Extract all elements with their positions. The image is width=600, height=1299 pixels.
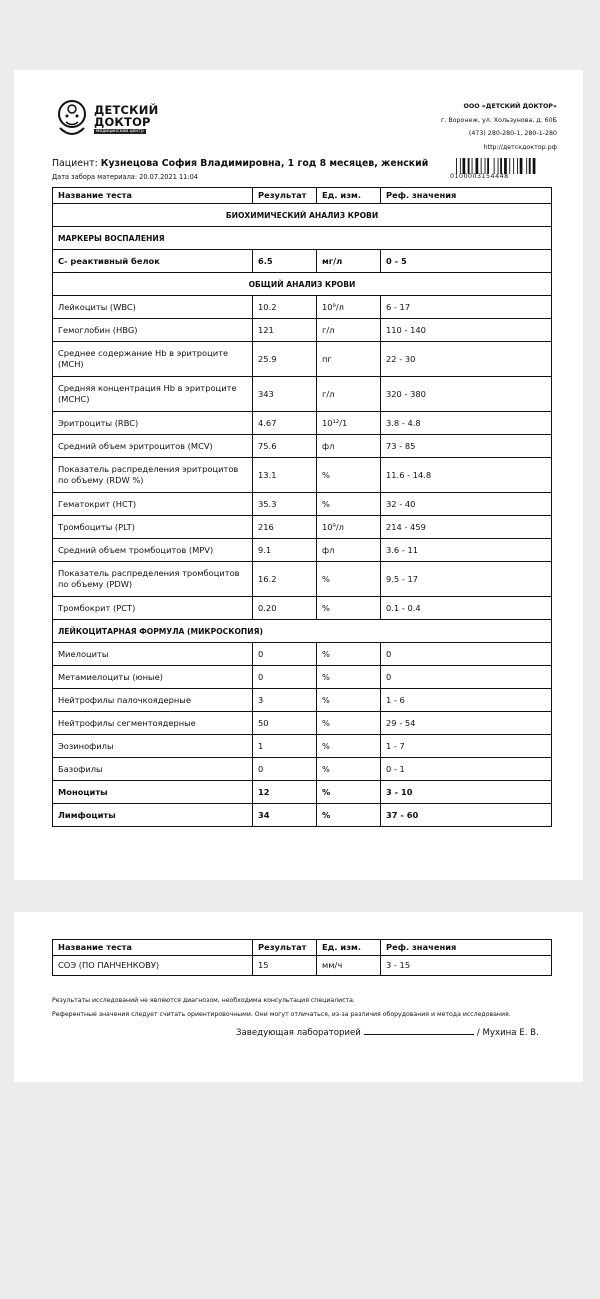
unit-cell: % [317,493,381,516]
clinic-logo [54,98,164,142]
logo-text-2: ДОКТОР [94,115,151,129]
patient-label: Пациент: [52,158,98,169]
result-cell: 10.2 [253,296,317,319]
barcode [456,158,558,174]
barcode-bar [517,158,518,174]
table-row [53,377,552,412]
barcode-bar [533,158,536,174]
unit-cell: % [317,643,381,666]
result-cell: 13.1 [253,458,317,493]
test-name-cell: Средняя концентрация Hb в эритроците (MCHC) [53,377,253,412]
barcode-bar [509,158,510,174]
unit-cell: % [317,689,381,712]
barcode-bar [504,158,507,174]
patient-line [52,158,428,169]
reference-cell: 110 - 140 [381,319,552,342]
result-cell: 16.2 [253,562,317,597]
test-name-cell: Лейкоциты (WBC) [53,296,253,319]
subsection-header-row [53,620,552,643]
table-row [53,539,552,562]
barcode-bar [463,158,466,174]
test-name-cell: Эритроциты (RBC) [53,412,253,435]
result-cell: 343 [253,377,317,412]
result-cell: 0 [253,758,317,781]
result-cell: 0.20 [253,597,317,620]
unit-cell: мг/л [317,250,381,273]
logo-text-3: медицинский центр [96,129,144,134]
report-page-1 [14,70,583,880]
section-title: МАРКЕРЫ ВОСПАЛЕНИЯ [53,227,552,250]
unit-cell: % [317,712,381,735]
unit-cell: 10⁹/л [317,516,381,539]
table-row [53,435,552,458]
reference-cell: 37 - 60 [381,804,552,827]
table-row [53,597,552,620]
table-header-row [53,940,552,956]
company-info [441,100,557,154]
unit-cell: % [317,781,381,804]
reference-cell: 29 - 54 [381,712,552,735]
barcode-bar [520,158,523,174]
barcode-bar [498,158,499,174]
section-header-row [53,204,552,227]
header-reference: Реф. значения [381,940,552,956]
result-cell: 6.5 [253,250,317,273]
table-row [53,781,552,804]
header-unit: Ед. изм. [317,188,381,204]
reference-cell: 1 - 6 [381,689,552,712]
result-cell: 216 [253,516,317,539]
table-row [53,250,552,273]
signature-name: / Мухина Е. В. [476,1028,539,1038]
reference-cell: 0 - 5 [381,250,552,273]
table-row [53,643,552,666]
reference-cell: 1 - 7 [381,735,552,758]
esr-table [52,939,552,976]
patient-value: Кузнецова София Владимировна, 1 год 8 месяцев, женский [100,158,429,169]
barcode-bar [456,158,457,174]
unit-cell: % [317,735,381,758]
unit-cell: фл [317,435,381,458]
unit-cell: пг [317,342,381,377]
reference-note: Референтные значения следует считать ориентировочными. Они могут отличаться, из-за различия оборудования и метода исследования. [52,1011,511,1018]
reference-cell: 0 [381,643,552,666]
result-cell: 0 [253,643,317,666]
unit-cell: % [317,666,381,689]
reference-cell: 3 - 10 [381,781,552,804]
test-name-cell: Показатель распределения тромбоцитов по объему (PDW) [53,562,253,597]
unit-cell: 10¹²/1 [317,412,381,435]
reference-cell: 9.5 - 17 [381,562,552,597]
section-title: ОБЩИЙ АНАЛИЗ КРОВИ [53,273,552,296]
test-name-cell: Тромбоциты (PLT) [53,516,253,539]
reference-cell: 32 - 40 [381,493,552,516]
header-reference: Реф. значения [381,188,552,204]
barcode-bar [476,158,479,174]
disclaimer-note: Результаты исследований не являются диагнозом, необходима консультация специалиста. [52,997,355,1004]
barcode-bar [529,158,531,174]
table-row [53,689,552,712]
section-title: БИОХИМИЧЕСКИЙ АНАЛИЗ КРОВИ [53,204,552,227]
company-name: ООО «ДЕТСКИЙ ДОКТОР» [463,103,557,110]
header-test-name: Название теста [53,940,253,956]
test-name-cell: Метамиелоциты (юные) [53,666,253,689]
result-cell: 121 [253,319,317,342]
company-phone: (473) 280-280-1, 280-1-280 [468,130,557,137]
barcode-bar [472,158,473,174]
reference-cell: 3 - 15 [381,956,552,976]
test-name-cell: СОЭ (ПО ПАНЧЕНКОВУ) [53,956,253,976]
unit-cell: % [317,804,381,827]
result-cell: 75.6 [253,435,317,458]
reference-cell: 3.8 - 4.8 [381,412,552,435]
reference-cell: 320 - 380 [381,377,552,412]
section-header-row [53,273,552,296]
result-cell: 50 [253,712,317,735]
table-header-row [53,188,552,204]
barcode-bar [481,158,482,174]
barcode-bar [500,158,502,174]
table-row [53,562,552,597]
table-row [53,342,552,377]
company-address: г. Воронеж, ул. Хользунова, д. 60Б [441,116,557,124]
barcode-bar [494,158,495,174]
test-name-cell: Показатель распределения эритроцитов по объему (RDW %) [53,458,253,493]
unit-cell: % [317,458,381,493]
test-name-cell: Средний объем тромбоцитов (MPV) [53,539,253,562]
table-row [53,516,552,539]
result-cell: 15 [253,956,317,976]
test-name-cell: Гематокрит (HCT) [53,493,253,516]
unit-cell: г/л [317,377,381,412]
barcode-bar [468,158,470,174]
test-name-cell: Лимфоциты [53,804,253,827]
company-site[interactable]: http://детскдоктор.рф [483,143,557,151]
result-cell: 12 [253,781,317,804]
signature-line [236,1025,539,1038]
header-result: Результат [253,940,317,956]
table-row [53,493,552,516]
subsection-header-row [53,227,552,250]
barcode-bar [460,158,461,174]
test-name-cell: Моноциты [53,781,253,804]
reference-cell: 0 [381,666,552,689]
table-row [53,758,552,781]
test-name-cell: Нейтрофилы палочкоядерные [53,689,253,712]
unit-cell: % [317,597,381,620]
test-name-cell: Нейтрофилы сегментоядерные [53,712,253,735]
barcode-bar [487,158,489,174]
test-name-cell: Гемоглобин (HBG) [53,319,253,342]
unit-cell: % [317,758,381,781]
unit-cell: % [317,562,381,597]
table-row [53,458,552,493]
unit-cell: г/л [317,319,381,342]
reference-cell: 0.1 - 0.4 [381,597,552,620]
result-cell: 9.1 [253,539,317,562]
table-row [53,804,552,827]
results-table [52,187,552,827]
signature-blank [364,1025,474,1035]
result-cell: 25.9 [253,342,317,377]
reference-cell: 73 - 85 [381,435,552,458]
test-name-cell: Миелоциты [53,643,253,666]
header-result: Результат [253,188,317,204]
reference-cell: 22 - 30 [381,342,552,377]
barcode-bar [513,158,514,174]
test-name-cell: Тромбокрит (PCT) [53,597,253,620]
test-name-cell: Средний объем эритроцитов (MCV) [53,435,253,458]
doctor-logo-icon [54,98,90,138]
table-row [53,666,552,689]
test-name-cell: Базофилы [53,758,253,781]
reference-cell: 214 - 459 [381,516,552,539]
signature-title: Заведующая лабораторией [236,1028,361,1038]
section-title: ЛЕЙКОЦИТАРНАЯ ФОРМУЛА (МИКРОСКОПИЯ) [53,620,552,643]
header-unit: Ед. изм. [317,940,381,956]
header-test-name: Название теста [53,188,253,204]
unit-cell: 10⁹/л [317,296,381,319]
collection-date: Дата забора материала: 20.07.2021 11:04 [52,173,198,181]
unit-cell: мм/ч [317,956,381,976]
unit-cell: фл [317,539,381,562]
barcode-number: 0100003154448 [450,173,509,180]
test-name-cell: С- реактивный белок [53,250,253,273]
result-cell: 0 [253,666,317,689]
barcode-bar [526,158,527,174]
logo-text-1: ДЕТСКИЙ [94,103,159,117]
table-row [53,412,552,435]
table-row [53,296,552,319]
result-cell: 35.3 [253,493,317,516]
table-row [53,956,552,976]
result-cell: 4.67 [253,412,317,435]
table-row [53,712,552,735]
test-name-cell: Эозинофилы [53,735,253,758]
reference-cell: 6 - 17 [381,296,552,319]
result-cell: 34 [253,804,317,827]
result-cell: 1 [253,735,317,758]
table-row [53,319,552,342]
result-cell: 3 [253,689,317,712]
barcode-bar [485,158,486,174]
test-name-cell: Среднее содержание Hb в эритроците (MCH) [53,342,253,377]
reference-cell: 3.6 - 11 [381,539,552,562]
reference-cell: 0 - 1 [381,758,552,781]
report-page-2 [14,912,583,1082]
reference-cell: 11.6 - 14.8 [381,458,552,493]
table-row [53,735,552,758]
